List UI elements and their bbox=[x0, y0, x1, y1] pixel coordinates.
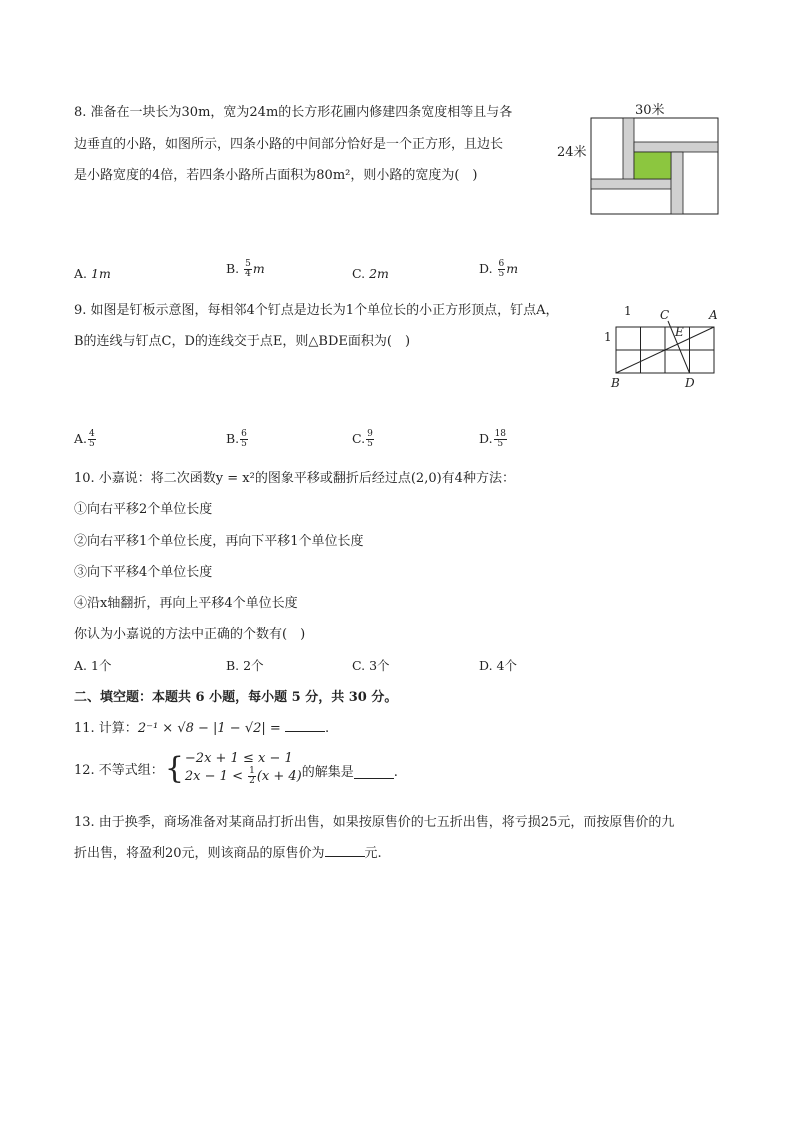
q10-option-b[interactable]: B. 2个 bbox=[226, 658, 264, 673]
q9-option-b[interactable]: B. $\frac{6}{5}$ bbox=[226, 429, 247, 449]
q13-answer-blank[interactable] bbox=[325, 844, 365, 857]
q8-line1: 8. 准备在一块长为30m，宽为24m的长方形花圃内修建四条宽度相等且与各 bbox=[74, 105, 513, 120]
q9-option-c[interactable]: C. $\frac{9}{5}$ bbox=[352, 429, 373, 449]
q8-garden-figure bbox=[555, 98, 725, 220]
q10-option-a[interactable]: A. 1个 bbox=[74, 658, 112, 673]
q8-line3: 是小路宽度的4倍，若四条小路所占面积为80m²，则小路的宽度为( ) bbox=[74, 168, 478, 183]
path-horizontal-top bbox=[634, 142, 718, 152]
q8-option-d[interactable]: D. $\frac{6}{5}$ m bbox=[479, 259, 519, 279]
q13-line2: 折出售，将盈利20元，则该商品的原售价为 元. bbox=[74, 846, 382, 861]
q9-label-one-top: 1 bbox=[624, 304, 632, 318]
q9-pegboard-figure bbox=[600, 303, 725, 395]
q9-label-e: E bbox=[675, 325, 684, 339]
q9-line1: 9. 如图是钉板示意图，每相邻4个钉点是边长为1个单位长的小正方形顶点，钉点A， bbox=[74, 303, 559, 318]
q8-fig-top-label: 30米 bbox=[635, 103, 665, 118]
q9-label-b: B bbox=[611, 376, 620, 390]
q8-option-c[interactable]: C. 2m bbox=[352, 266, 389, 281]
q10-option-c[interactable]: C. 3个 bbox=[352, 658, 390, 673]
q10-method-2: ②向右平移1个单位长度，再向下平移1个单位长度 bbox=[74, 534, 364, 549]
q9-label-c: C bbox=[660, 308, 670, 322]
path-vertical-left bbox=[623, 118, 634, 187]
q13-line1: 13. 由于换季，商场准备对某商品打折出售，如果按原售价的七五折出售，将亏损25元，而按原售价的九 bbox=[74, 815, 675, 830]
q10-option-d[interactable]: D. 4个 bbox=[479, 658, 517, 673]
path-vertical-right bbox=[671, 152, 683, 214]
q12-inequality-2: 2x − 1 < $\frac{1}{2}$ (x + 4) bbox=[184, 766, 302, 786]
q12-inequality-1: −2x + 1 ≤ x − 1 bbox=[184, 751, 293, 766]
q10-method-4: ④沿x轴翻折，再向上平移4个单位长度 bbox=[74, 596, 298, 611]
q11: 11. 计算：2⁻¹ × √8 − |1 − √2| = . bbox=[74, 721, 330, 736]
q12: 12. 不等式组： { −2x + 1 ≤ x − 1 2x − 1 < $\frac{1}{2}$ (x + 4) 的解集是 . bbox=[74, 750, 398, 786]
q8-line2: 边垂直的小路，如图所示，四条小路的中间部分恰好是一个正方形，且边长 bbox=[74, 137, 504, 152]
q12-answer-blank[interactable] bbox=[354, 766, 394, 779]
q9-label-a: A bbox=[709, 308, 718, 322]
path-horizontal-bottom bbox=[591, 179, 672, 189]
q8-option-b[interactable]: B. $\frac{5}{4}$ m bbox=[226, 259, 265, 279]
section-heading: 二、填空题：本题共 6 小题，每小题 5 分，共 30 分。 bbox=[74, 690, 398, 705]
q9-option-a[interactable]: A. $\frac{4}{5}$ bbox=[74, 429, 95, 449]
center-square bbox=[634, 152, 671, 179]
q10-question: 你认为小嘉说的方法中正确的个数有( ) bbox=[74, 627, 306, 642]
q9-label-d: D bbox=[685, 376, 695, 390]
q10-method-1: ①向右平移2个单位长度 bbox=[74, 502, 213, 517]
q10-method-3: ③向下平移4个单位长度 bbox=[74, 565, 213, 580]
q8-option-a[interactable]: A. 1m bbox=[74, 266, 111, 281]
q11-answer-blank[interactable] bbox=[285, 719, 325, 732]
q9-line2: B的连线与钉点C，D的连线交于点E，则△BDE面积为( ) bbox=[74, 334, 411, 349]
q9-option-d[interactable]: D. $\frac{18}{5}$ bbox=[479, 429, 507, 449]
q8-fig-left-label: 24米 bbox=[557, 145, 587, 160]
q10-stem: 10. 小嘉说：将二次函数y = x²的图象平移或翻折后经过点(2,0)有4种方法： bbox=[74, 471, 515, 486]
q9-label-one-left: 1 bbox=[604, 330, 612, 344]
